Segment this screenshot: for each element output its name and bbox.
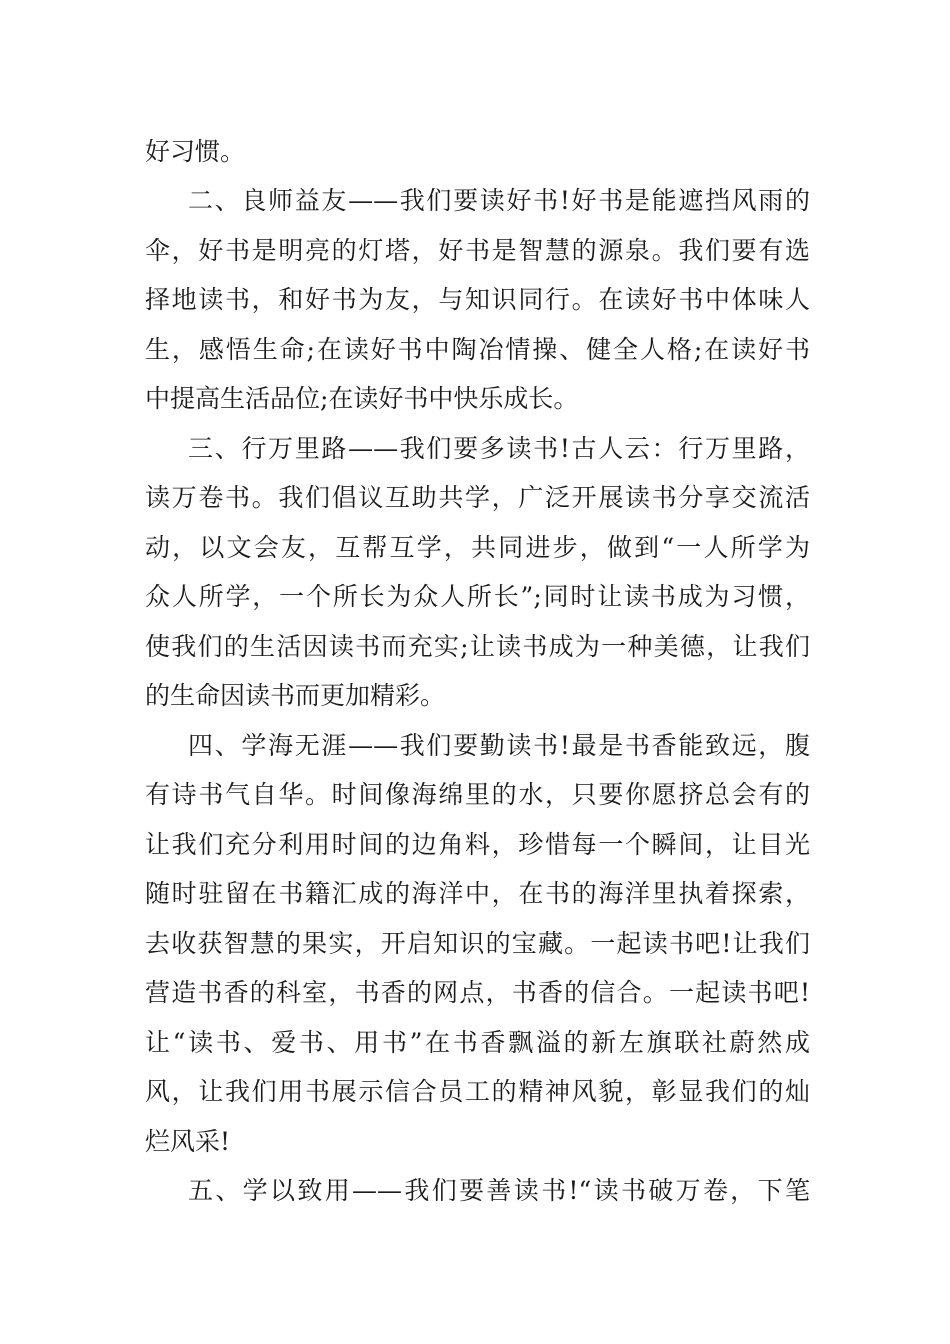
text-line: 伞，好书是明亮的灯塔，好书是智慧的源泉。我们要有选 <box>145 236 810 265</box>
text-line: 读万卷书。我们倡议互助共学，广泛开展读书分享交流活 <box>145 483 810 512</box>
text-line: 择地读书，和好书为友，与知识同行。在读好书中体味人 <box>145 285 810 314</box>
paragraph-5-heading-line: 五、学以致用——我们要善读书!“读书破万卷，下笔 <box>188 1176 810 1205</box>
text-line: 让“读书、爱书、用书”在书香飘溢的新左旗联社蔚然成 <box>145 1028 810 1057</box>
paragraph-3-heading-line: 三、行万里路——我们要多读书!古人云：行万里路， <box>188 434 810 463</box>
text-line: 动，以文会友，互帮互学，共同进步，做到“一人所学为 <box>145 533 810 562</box>
text-line: 让我们充分利用时间的边角料，珍惜每一个瞬间，让目光 <box>145 830 810 859</box>
text-line: 营造书香的科室，书香的网点，书香的信合。一起读书吧! <box>145 978 810 1007</box>
text-line: 有诗书气自华。时间像海绵里的水，只要你愿挤总会有的 <box>145 780 810 809</box>
text-line: 随时驻留在书籍汇成的海洋中，在书的海洋里执着探索， <box>145 879 810 908</box>
text-line: 的生命因读书而更加精彩。 <box>145 681 446 710</box>
text-line: 好习惯。 <box>145 137 246 166</box>
text-line: 烂风采! <box>145 1127 231 1156</box>
text-line: 去收获智慧的果实，开启知识的宝藏。一起读书吧!让我们 <box>145 929 810 958</box>
text-line: 生，感悟生命;在读好书中陶冶情操、健全人格;在读好书 <box>145 335 810 364</box>
text-line: 使我们的生活因读书而充实;让读书成为一种美德，让我们 <box>145 632 810 661</box>
text-line: 中提高生活品位;在读好书中快乐成长。 <box>145 384 579 413</box>
paragraph-4-heading-line: 四、学海无涯——我们要勤读书!最是书香能致远，腹 <box>188 731 810 760</box>
text-line: 风，让我们用书展示信合员工的精神风貌，彰显我们的灿 <box>145 1077 810 1106</box>
paragraph-2-heading-line: 二、良师益友——我们要读好书!好书是能遮挡风雨的 <box>188 186 810 215</box>
text-line: 众人所学，一个所长为众人所长”;同时让读书成为习惯， <box>145 582 810 611</box>
